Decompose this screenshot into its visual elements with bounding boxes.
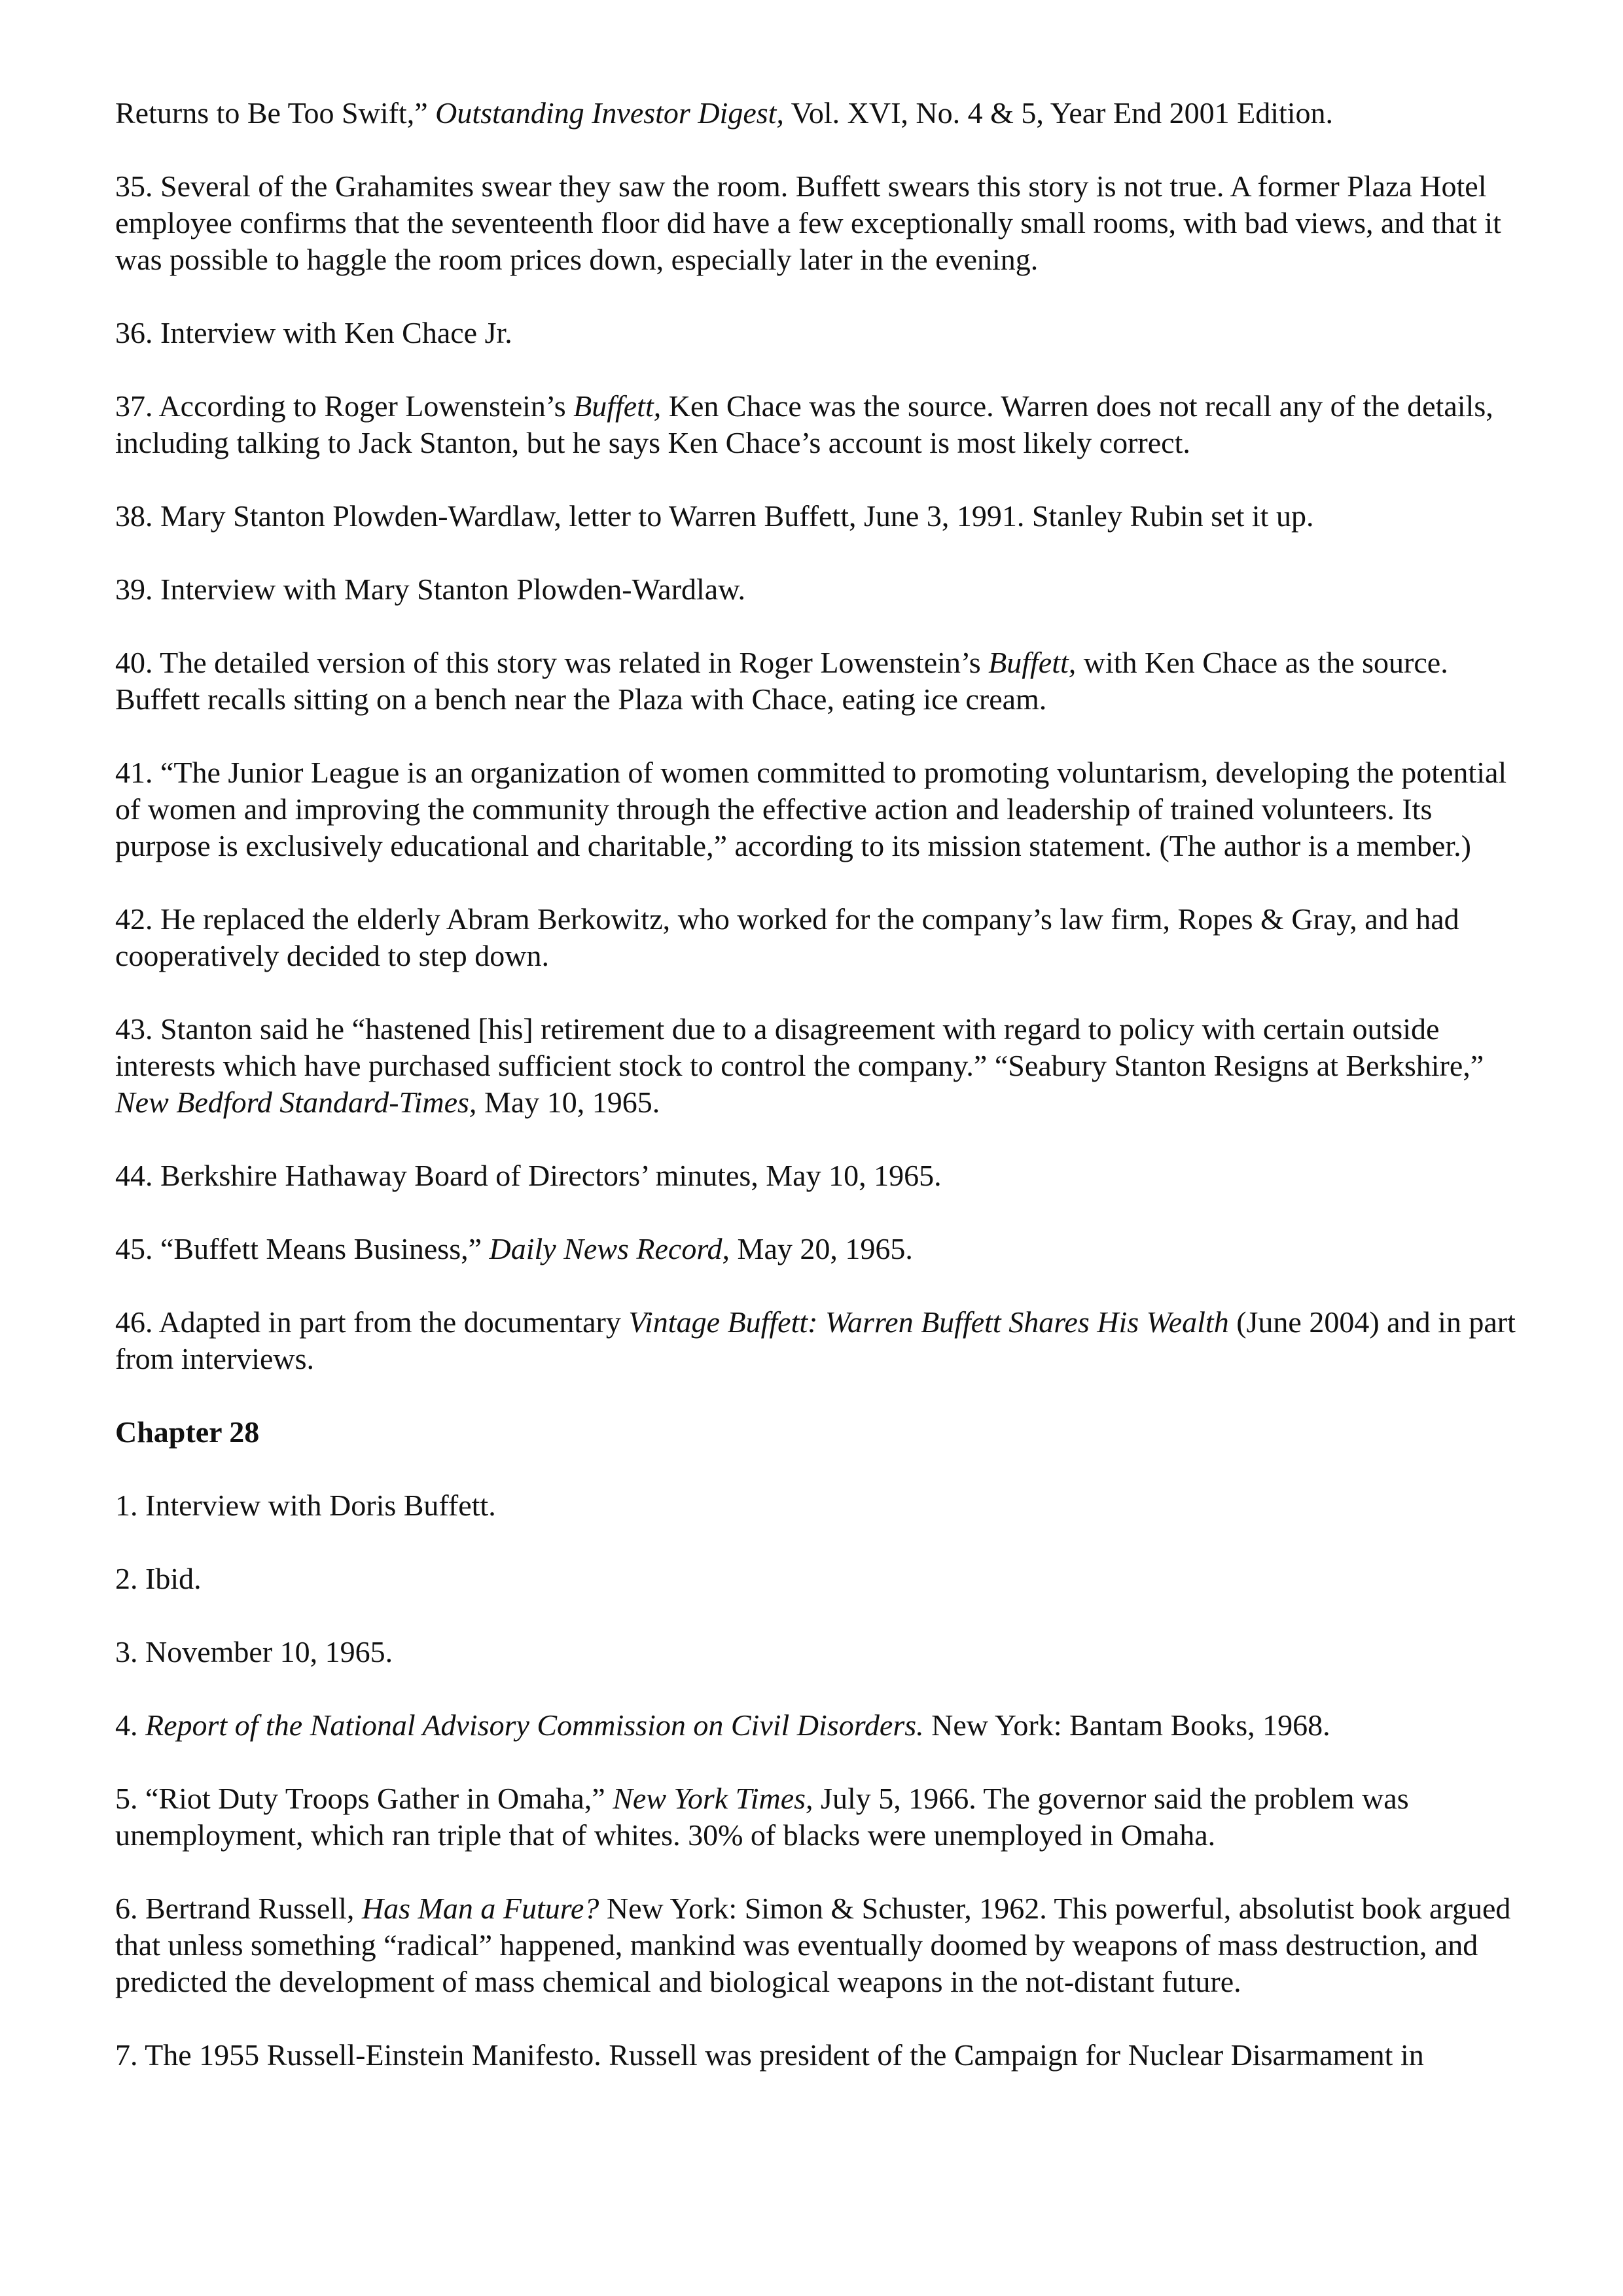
endnote-italic-title: Vintage Buffett: Warren Buffett Shares His Wealth [628, 1305, 1229, 1339]
notes-continued [115, 95, 1522, 1377]
endnote-text: (June 2004) and in part from interviews. [115, 1305, 1516, 1375]
endnote-italic-title: New Bedford Standard-Times, [115, 1086, 477, 1119]
endnote-italic-title: Buffett, [988, 646, 1077, 679]
endnote-text: 4. [115, 1708, 145, 1742]
endnote-text: New York: Simon & Schuster, 1962. This powerful, absolutist book argued that unless something “radical” happened, mankind was eventually doomed by weapons of mass destruction, and predicted the development of mass chemical and biological weapons in the not-distant future. [115, 1892, 1511, 1998]
endnote [115, 1231, 1522, 1267]
endnote [115, 1561, 1522, 1597]
chapter-28-notes [115, 1487, 1522, 2074]
endnote [115, 95, 1522, 132]
endnote-italic-title: Report of the National Advisory Commission on Civil Disorders. [145, 1708, 924, 1742]
endnote [115, 645, 1522, 718]
endnote-text: 5. “Riot Duty Troops Gather in Omaha,” [115, 1782, 613, 1815]
endnote [115, 168, 1522, 278]
endnote-italic-title: New York Times, [613, 1782, 813, 1815]
endnote-text: Vol. XVI, No. 4 & 5, Year End 2001 Edition. [783, 96, 1334, 130]
endnote-text: 37. According to Roger Lowenstein’s [115, 389, 574, 423]
endnote-text: 35. Several of the Grahamites swear they saw the room. Buffett swears this story is not true. A former Plaza Hotel employee confirms that the seventeenth floor did have a few exceptionally small rooms, with bad views, and that it was possible to haggle the room prices down, especially later in the evening. [115, 169, 1501, 276]
endnote-text: 38. Mary Stanton Plowden-Wardlaw, letter to Warren Buffett, June 3, 1991. Stanley Rubin set it up. [115, 499, 1314, 533]
endnote-text: Returns to Be Too Swift,” [115, 96, 436, 130]
endnote-text: 42. He replaced the elderly Abram Berkowitz, who worked for the company’s law firm, Ropes & Gray, and had cooperatively decided to step down. [115, 902, 1459, 972]
endnote [115, 901, 1522, 974]
endnote-text: 46. Adapted in part from the documentary [115, 1305, 629, 1339]
endnote-text: 1. Interview with Doris Buffett. [115, 1489, 496, 1522]
endnote-text: Ken Chace was the source. Warren does not recall any of the details, including talking to Jack Stanton, but he says Ken Chace’s account is most likely correct. [115, 389, 1493, 459]
endnote-text: 3. November 10, 1965. [115, 1635, 393, 1669]
endnote [115, 2037, 1522, 2074]
endnote-text: May 10, 1965. [476, 1086, 660, 1119]
endnote-text: New York: Bantam Books, 1968. [923, 1708, 1330, 1742]
document-page [115, 95, 1522, 2074]
endnote-text: with Ken Chace as the source. Buffett recalls sitting on a bench near the Plaza with Chace, eating ice cream. [115, 646, 1448, 716]
endnote [115, 1890, 1522, 2000]
endnote [115, 1707, 1522, 1744]
endnote-italic-title: Buffett, [573, 389, 662, 423]
chapter-heading: Chapter 28 [115, 1415, 260, 1449]
endnote-text: 6. Bertrand Russell, [115, 1892, 362, 1925]
endnote-text: 2. Ibid. [115, 1562, 202, 1595]
endnote-text: 41. “The Junior League is an organization of women committed to promoting voluntarism, developing the potential of women and improving the community through the effective action and leadership of trained volunteers. Its purpose is exclusively educational and charitable,” according to its mission statement. (The author is a member.) [115, 756, 1507, 862]
endnote-italic-title: Has Man a Future? [361, 1892, 599, 1925]
endnote [115, 1157, 1522, 1194]
endnote-text: 36. Interview with Ken Chace Jr. [115, 316, 512, 349]
endnote-text: July 5, 1966. The governor said the problem was unemployment, which ran triple that of whites. 30% of blacks were unemployed in Omaha. [115, 1782, 1409, 1852]
endnote-text: 7. The 1955 Russell-Einstein Manifesto. Russell was president of the Campaign for Nuclear Disarmament in [115, 2038, 1424, 2072]
endnote [115, 498, 1522, 535]
endnote-italic-title: Outstanding Investor Digest, [435, 96, 784, 130]
endnote [115, 1780, 1522, 1854]
endnote-text: 43. Stanton said he “hastened [his] retirement due to a disagreement with regard to policy with certain outside interests which have purchased sufficient stock to control the company.” “Seabury Stanton Resigns at Berkshire,” [115, 1012, 1484, 1082]
endnote [115, 388, 1522, 461]
endnote-text: 44. Berkshire Hathaway Board of Directors’ minutes, May 10, 1965. [115, 1159, 942, 1192]
endnote-text: May 20, 1965. [730, 1232, 913, 1265]
endnote [115, 571, 1522, 608]
endnote [115, 315, 1522, 351]
endnote [115, 754, 1522, 864]
endnote [115, 1011, 1522, 1121]
endnote [115, 1487, 1522, 1524]
endnote-text: 40. The detailed version of this story was related in Roger Lowenstein’s [115, 646, 989, 679]
endnote-text: 39. Interview with Mary Stanton Plowden-Wardlaw. [115, 573, 745, 606]
endnote [115, 1304, 1522, 1377]
endnote [115, 1634, 1522, 1670]
endnote-text: 45. “Buffett Means Business,” [115, 1232, 490, 1265]
endnote-italic-title: Daily News Record, [489, 1232, 730, 1265]
